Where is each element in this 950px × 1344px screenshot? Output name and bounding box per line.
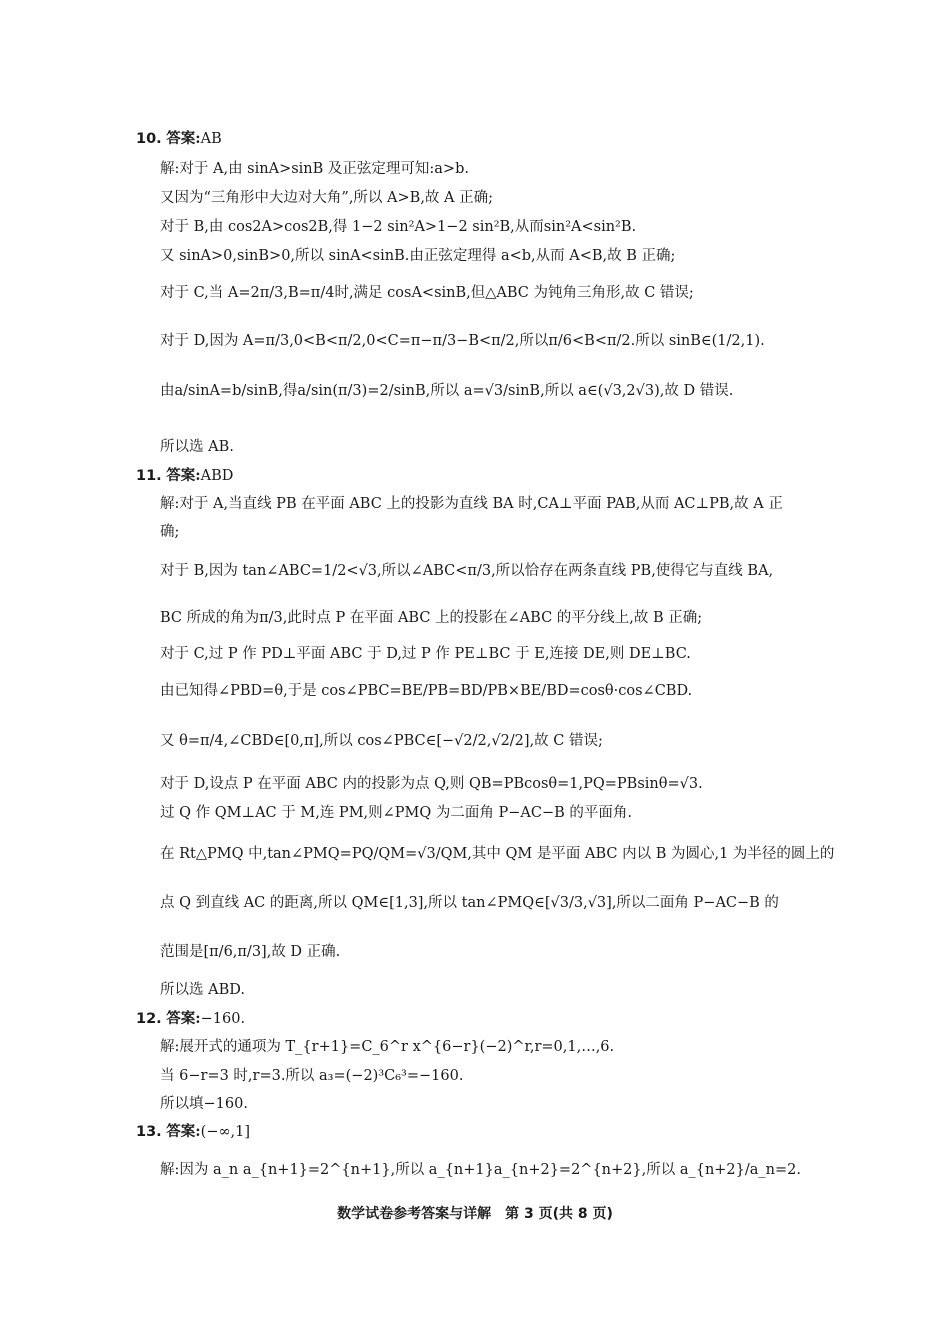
q12-header	[136, 1009, 245, 1029]
q11-line-9: 过 Q 作 QM⊥AC 于 M,连 PM,则∠PMQ 为二面角 P−AC−B 的平面角.	[160, 805, 632, 821]
q13-header	[136, 1122, 250, 1142]
q11-line-5: 对于 C,过 P 作 PD⊥平面 ABC 于 D,过 P 作 PE⊥BC 于 E,连接 DE,则 DE⊥BC.	[160, 646, 691, 662]
q11-line-3: 对于 B,因为 tan∠ABC=1/2<√3,所以∠ABC<π/3,所以恰存在两条直线 PB,使得它与直线 BA,	[160, 563, 774, 579]
q11-line-8: 对于 D,设点 P 在平面 ABC 内的投影为点 Q,则 QB=PBcosθ=1,PQ=PBsinθ=√3.	[160, 776, 703, 792]
q12-answer: −160.	[200, 1011, 246, 1027]
q11-answer: ABD	[200, 468, 234, 484]
q13-answer: (−∞,1]	[200, 1124, 251, 1140]
q11-line-4: BC 所成的角为π/3,此时点 P 在平面 ABC 上的投影在∠ABC 的平分线上,故 B 正确;	[160, 610, 703, 626]
q11-answer-label: 答案:	[166, 467, 201, 484]
q11-line-10: 在 Rt△PMQ 中,tan∠PMQ=PQ/QM=√3/QM,其中 QM 是平面 ABC 内以 B 为圆心,1 为半径的圆上的	[160, 846, 835, 862]
q10-header	[136, 129, 222, 149]
q12-number: 12.	[136, 1011, 162, 1027]
q11-line-12: 范围是[π/6,π/3],故 D 正确.	[160, 944, 341, 960]
q10-line-4: 又 sinA>0,sinB>0,所以 sinA<sinB.由正弦定理得 a<b,从而 A<B,故 B 正确;	[160, 248, 676, 264]
q11-number: 11.	[136, 468, 162, 484]
q10-number: 10.	[136, 131, 162, 147]
q13-line-1: 解:因为 a_n a_{n+1}=2^{n+1},所以 a_{n+1}a_{n+2}=2^{n+2},所以 a_{n+2}/a_n=2.	[160, 1162, 801, 1178]
q10-line-2: 又因为“三角形中大边对大角”,所以 A>B,故 A 正确;	[160, 190, 494, 206]
q12-line-3: 所以填−160.	[160, 1096, 248, 1112]
q10-answer: AB	[200, 131, 222, 147]
page-footer: 数学试卷参考答案与详解 第 3 页(共 8 页)	[337, 1206, 613, 1222]
q11-line-2: 确;	[160, 524, 180, 540]
q10-line-5: 对于 C,当 A=2π/3,B=π/4时,满足 cosA<sinB,但△ABC 为钝角三角形,故 C 错误;	[160, 285, 694, 301]
q10-answer-label: 答案:	[166, 130, 201, 147]
q11-line-13: 所以选 ABD.	[160, 982, 245, 998]
q10-line-3: 对于 B,由 cos2A>cos2B,得 1−2 sin²A>1−2 sin²B,从而sin²A<sin²B.	[160, 219, 637, 235]
q10-line-8: 所以选 AB.	[160, 439, 234, 455]
q13-answer-label: 答案:	[166, 1123, 201, 1140]
q10-line-7: 由a/sinA=b/sinB,得a/sin(π/3)=2/sinB,所以 a=√3/sinB,所以 a∈(√3,2√3),故 D 错误.	[160, 383, 734, 399]
q11-line-7: 又 θ=π/4,∠CBD∈[0,π],所以 cos∠PBC∈[−√2/2,√2/2],故 C 错误;	[160, 733, 603, 749]
q11-line-1: 解:对于 A,当直线 PB 在平面 ABC 上的投影为直线 BA 时,CA⊥平面 PAB,从而 AC⊥PB,故 A 正	[160, 496, 783, 512]
q11-header	[136, 466, 233, 486]
q11-line-11: 点 Q 到直线 AC 的距离,所以 QM∈[1,3],所以 tan∠PMQ∈[√3/3,√3],所以二面角 P−AC−B 的	[160, 895, 779, 911]
q10-line-6: 对于 D,因为 A=π/3,0<B<π/2,0<C=π−π/3−B<π/2,所以π/6<B<π/2.所以 sinB∈(1/2,1).	[160, 333, 765, 349]
q13-number: 13.	[136, 1124, 162, 1140]
q12-line-1: 解:展开式的通项为 T_{r+1}=C_6^r x^{6−r}(−2)^r,r=0,1,…,6.	[160, 1039, 615, 1055]
q11-line-6: 由已知得∠PBD=θ,于是 cos∠PBC=BE/PB=BD/PB×BE/BD=cosθ·cos∠CBD.	[160, 683, 693, 699]
q12-answer-label: 答案:	[166, 1010, 201, 1027]
q10-line-1: 解:对于 A,由 sinA>sinB 及正弦定理可知:a>b.	[160, 161, 469, 177]
q12-line-2: 当 6−r=3 时,r=3.所以 a₃=(−2)³C₆³=−160.	[160, 1068, 464, 1084]
